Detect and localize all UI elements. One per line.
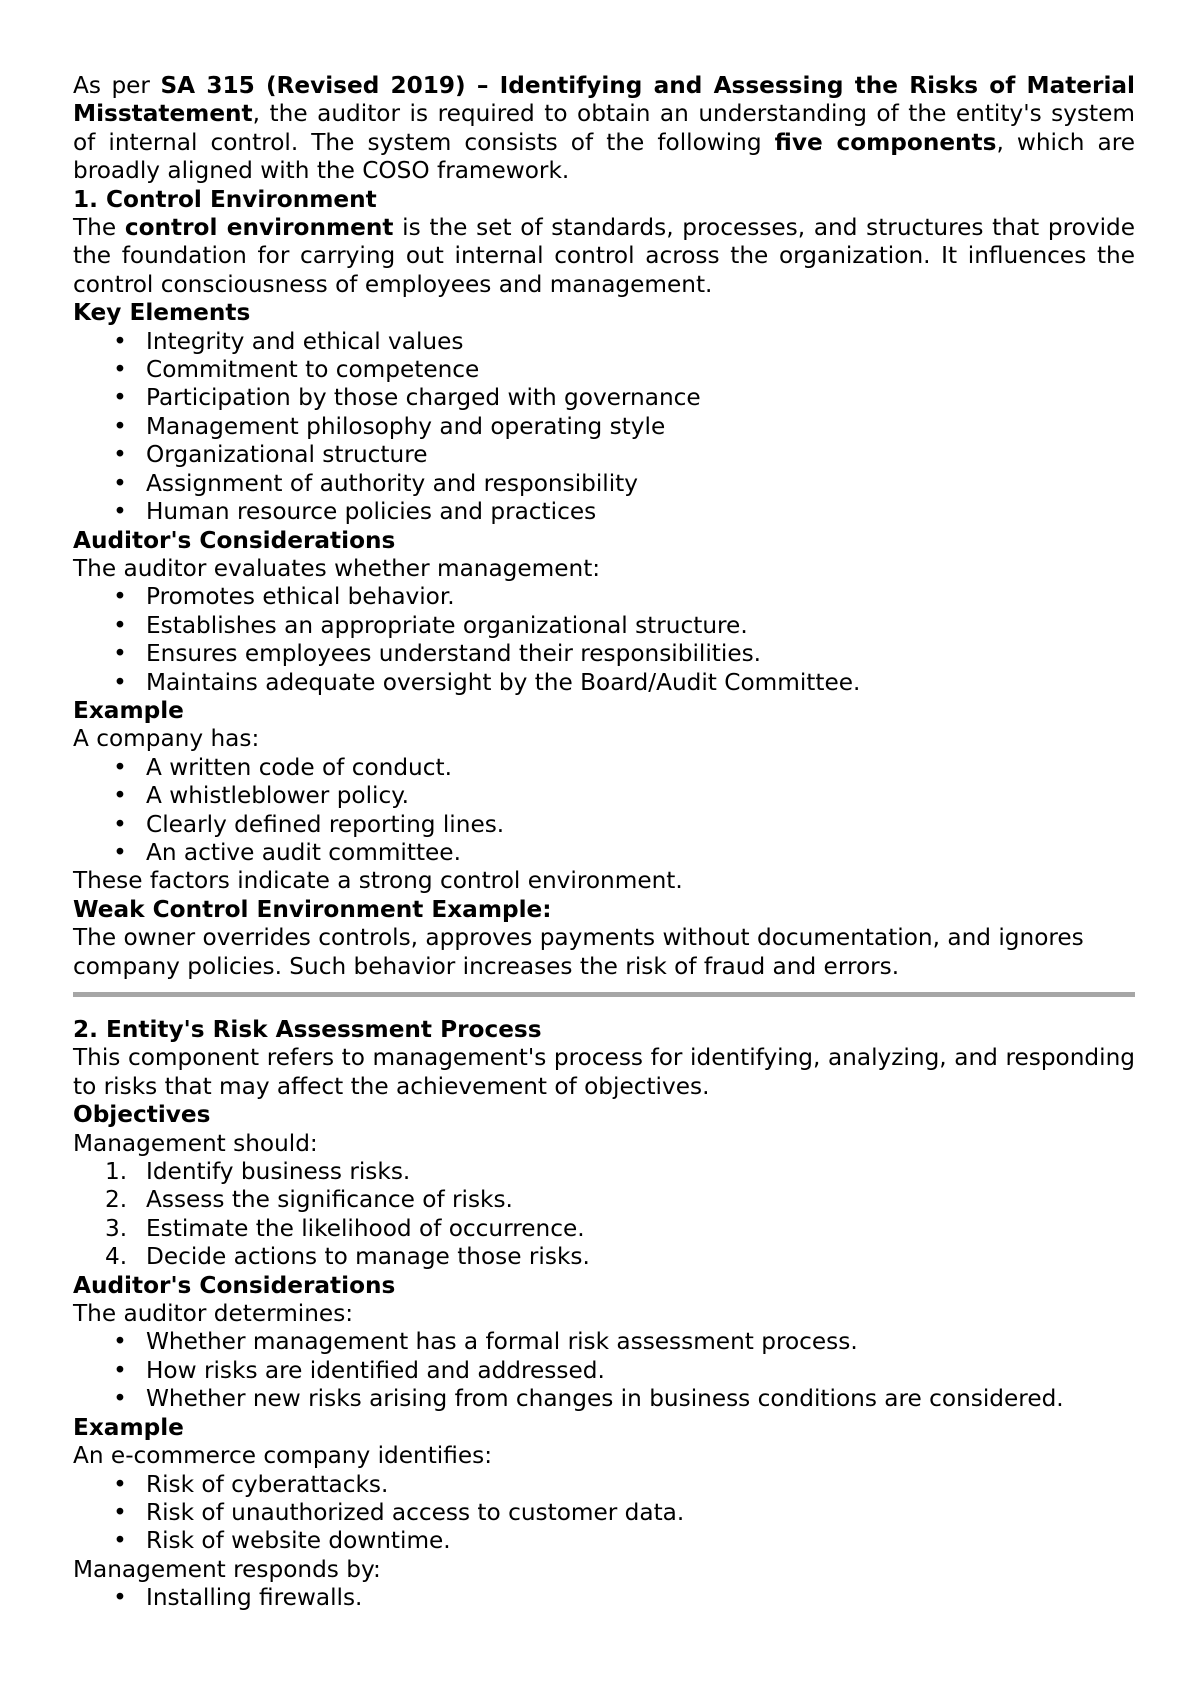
list-item-text: Assess the significance of risks. bbox=[146, 1186, 513, 1214]
list-item-text: A whistleblower policy. bbox=[146, 782, 410, 810]
bullet-icon: • bbox=[113, 1356, 127, 1384]
auditor-considerations-heading-2: Auditor's Considerations bbox=[73, 1271, 396, 1299]
bullet-icon: • bbox=[113, 753, 127, 781]
objectives-list bbox=[73, 1158, 1135, 1272]
list-item bbox=[73, 1499, 1135, 1527]
example-list-2 bbox=[73, 1471, 1135, 1556]
list-item-text: Clearly defined reporting lines. bbox=[146, 810, 505, 838]
five-components-term: five components bbox=[774, 128, 997, 156]
list-item bbox=[73, 754, 1135, 782]
list-item-text: Promotes ethical behavior. bbox=[146, 583, 455, 611]
document-page bbox=[73, 72, 1135, 1613]
example-intro: A company has: bbox=[73, 725, 260, 753]
key-elements-list bbox=[73, 328, 1135, 527]
list-item-text: Integrity and ethical values bbox=[146, 327, 464, 355]
bullet-icon: • bbox=[113, 668, 127, 696]
list-item-text: Establishes an appropriate organizational structure. bbox=[146, 611, 748, 639]
auditor-considerations-intro-2: The auditor determines: bbox=[73, 1300, 354, 1328]
list-number: 3. bbox=[105, 1214, 128, 1242]
list-item bbox=[73, 583, 1135, 611]
list-item bbox=[73, 782, 1135, 810]
list-item bbox=[73, 1215, 1135, 1243]
list-item bbox=[73, 1328, 1135, 1356]
list-item bbox=[73, 1186, 1135, 1214]
example-intro-2: An e-commerce company identifies: bbox=[73, 1442, 493, 1470]
bullet-icon: • bbox=[113, 356, 127, 384]
list-item-text: Assignment of authority and responsibility bbox=[146, 469, 638, 497]
section-1-text: is the set of standards, processes, and structures that provide the foundation for carrying out internal control across the organization. It influences the control consciousness of employees and management. bbox=[73, 214, 1135, 298]
list-item bbox=[73, 1385, 1135, 1413]
intro-paragraph bbox=[73, 72, 1135, 186]
bullet-icon: • bbox=[113, 384, 127, 412]
list-item bbox=[73, 811, 1135, 839]
list-item bbox=[73, 1158, 1135, 1186]
example-heading-2: Example bbox=[73, 1413, 184, 1441]
key-elements-heading: Key Elements bbox=[73, 299, 251, 327]
list-item bbox=[73, 839, 1135, 867]
list-item-text: Risk of cyberattacks. bbox=[146, 1470, 389, 1498]
control-environment-term: control environment bbox=[124, 214, 394, 242]
list-item-text: Installing firewalls. bbox=[146, 1584, 363, 1612]
list-item-text: Management philosophy and operating style bbox=[146, 412, 666, 440]
response-list bbox=[73, 1584, 1135, 1612]
section-1-paragraph bbox=[73, 214, 1135, 299]
list-item bbox=[73, 1243, 1135, 1271]
list-item bbox=[73, 384, 1135, 412]
list-item-text: Whether new risks arising from changes in business conditions are considered. bbox=[146, 1385, 1064, 1413]
list-item-text: Identify business risks. bbox=[146, 1158, 411, 1186]
list-item-text: Risk of unauthorized access to customer data. bbox=[146, 1498, 685, 1526]
list-number: 1. bbox=[105, 1158, 128, 1186]
intro-text: , the auditor is required to obtain an understanding of the entity's system of internal control. The system consists of the following bbox=[73, 100, 1135, 156]
section-2-heading: 2. Entity's Risk Assessment Process bbox=[73, 1016, 542, 1043]
list-item bbox=[73, 441, 1135, 469]
standard-title: SA 315 (Revised 2019) – Identifying and Assessing the Risks of Material Misstatement bbox=[73, 72, 1136, 128]
bullet-icon: • bbox=[113, 1584, 127, 1612]
bullet-icon: • bbox=[113, 1527, 127, 1555]
list-item-text: Estimate the likelihood of occurrence. bbox=[146, 1214, 585, 1242]
horizontal-divider bbox=[73, 992, 1135, 997]
bullet-icon: • bbox=[113, 498, 127, 526]
list-item bbox=[73, 470, 1135, 498]
list-item-text: Maintains adequate oversight by the Board/Audit Committee. bbox=[146, 668, 861, 696]
list-item bbox=[73, 1471, 1135, 1499]
list-item bbox=[73, 413, 1135, 441]
list-item bbox=[73, 356, 1135, 384]
bullet-icon: • bbox=[113, 782, 127, 810]
bullet-icon: • bbox=[113, 441, 127, 469]
response-intro: Management responds by: bbox=[73, 1555, 381, 1583]
list-item-text: Commitment to competence bbox=[146, 356, 480, 384]
objectives-intro: Management should: bbox=[73, 1129, 318, 1157]
list-item-text: Ensures employees understand their responsibilities. bbox=[146, 640, 762, 668]
list-item-text: An active audit committee. bbox=[146, 838, 461, 866]
example-conclusion: These factors indicate a strong control environment. bbox=[73, 867, 683, 895]
list-item-text: How risks are identified and addressed. bbox=[146, 1356, 605, 1384]
bullet-icon: • bbox=[113, 412, 127, 440]
section-1-text: The bbox=[73, 214, 125, 242]
bullet-icon: • bbox=[113, 611, 127, 639]
list-item-text: Organizational structure bbox=[146, 441, 428, 469]
bullet-icon: • bbox=[113, 1328, 127, 1356]
section-1-heading: 1. Control Environment bbox=[73, 185, 377, 213]
list-item bbox=[73, 669, 1135, 697]
list-item bbox=[73, 640, 1135, 668]
example-list bbox=[73, 754, 1135, 868]
list-item bbox=[73, 498, 1135, 526]
list-number: 4. bbox=[105, 1243, 128, 1271]
list-item bbox=[73, 1357, 1135, 1385]
bullet-icon: • bbox=[113, 583, 127, 611]
auditor-considerations-heading: Auditor's Considerations bbox=[73, 526, 396, 554]
intro-text: , which are broadly aligned with the COSO framework. bbox=[73, 128, 1135, 185]
bullet-icon: • bbox=[113, 1498, 127, 1526]
section-2-paragraph: This component refers to management's process for identifying, analyzing, and responding to risks that may affect the achievement of objectives. bbox=[73, 1044, 1135, 1100]
auditor-considerations-list bbox=[73, 583, 1135, 697]
objectives-heading: Objectives bbox=[73, 1101, 211, 1129]
bullet-icon: • bbox=[113, 838, 127, 866]
list-item bbox=[73, 328, 1135, 356]
bullet-icon: • bbox=[113, 469, 127, 497]
list-item-text: Human resource policies and practices bbox=[146, 498, 597, 526]
list-item-text: A written code of conduct. bbox=[146, 753, 452, 781]
bullet-icon: • bbox=[113, 640, 127, 668]
list-item bbox=[73, 1527, 1135, 1555]
intro-text: As per bbox=[73, 72, 161, 99]
list-item-text: Risk of website downtime. bbox=[146, 1527, 451, 1555]
weak-example-text: The owner overrides controls, approves payments without documentation, and ignores company policies. Such behavior increases the risk of fraud and errors. bbox=[73, 924, 1084, 980]
list-item bbox=[73, 612, 1135, 640]
bullet-icon: • bbox=[113, 1385, 127, 1413]
list-item-text: Decide actions to manage those risks. bbox=[146, 1243, 590, 1271]
list-item-text: Whether management has a formal risk assessment process. bbox=[146, 1328, 858, 1356]
list-number: 2. bbox=[105, 1186, 128, 1214]
auditor-considerations-list-2 bbox=[73, 1328, 1135, 1413]
bullet-icon: • bbox=[113, 327, 127, 355]
auditor-considerations-intro: The auditor evaluates whether management: bbox=[73, 554, 601, 582]
list-item-text: Participation by those charged with governance bbox=[146, 384, 701, 412]
bullet-icon: • bbox=[113, 1470, 127, 1498]
list-item bbox=[73, 1584, 1135, 1612]
weak-example-heading: Weak Control Environment Example: bbox=[73, 895, 552, 923]
bullet-icon: • bbox=[113, 810, 127, 838]
example-heading: Example bbox=[73, 696, 184, 724]
